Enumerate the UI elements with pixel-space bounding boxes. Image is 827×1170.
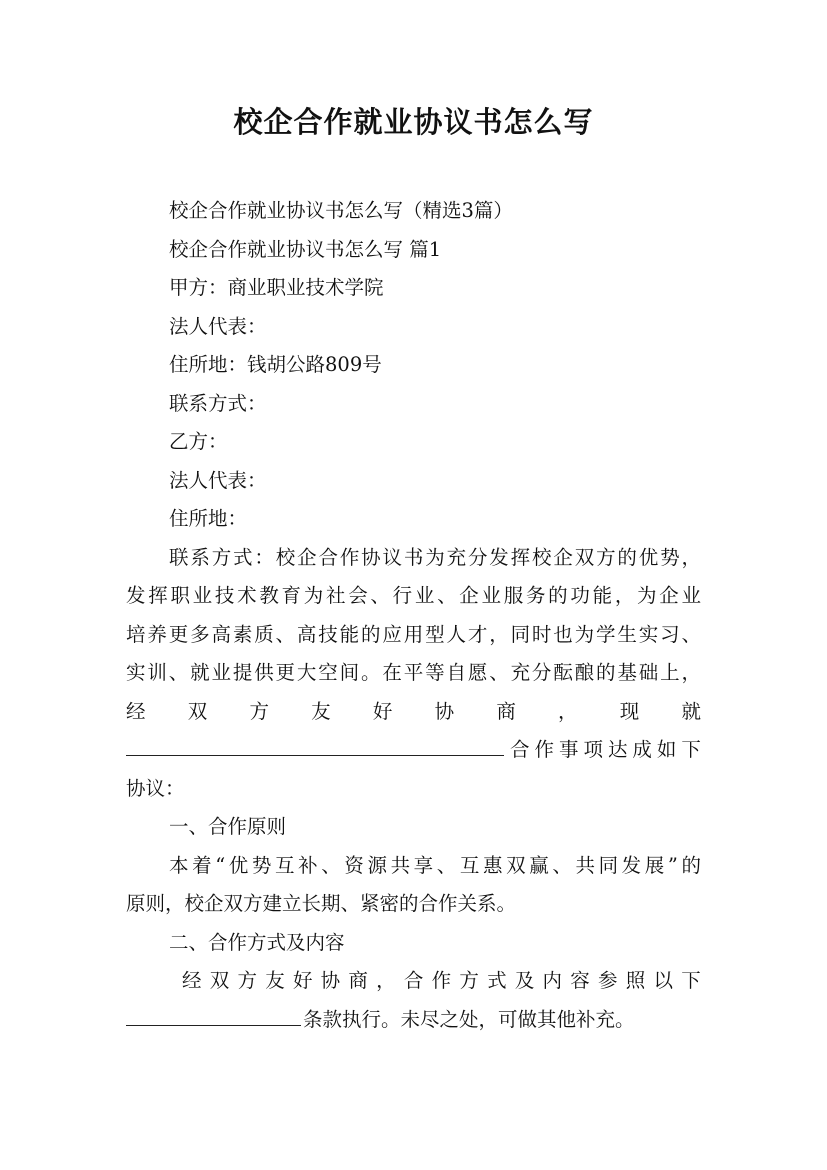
text-run <box>504 731 701 770</box>
text-line: 校企合作就业协议书怎么写（精选3篇） <box>169 199 513 222</box>
spread-char: 商 <box>348 969 368 992</box>
text-line: 校企合作就业协议书怎么写 篇1 <box>169 237 442 261</box>
contact-line: 联系方式： <box>169 391 267 415</box>
spread-char: 合 <box>403 969 424 992</box>
address-line: 住所地：钱胡公路809号 <box>169 353 382 376</box>
spread-char: 式 <box>487 969 507 992</box>
fill-in-blank[interactable] <box>126 1005 301 1026</box>
spread-char: 协 <box>434 699 455 723</box>
spread-char: 容 <box>570 969 590 992</box>
spread-char: 经 <box>126 699 146 723</box>
section-heading: 二、合作方式及内容 <box>169 930 345 954</box>
spread-line <box>126 962 701 1001</box>
spread-char: 以 <box>653 969 673 992</box>
spread-char: 就 <box>681 699 701 723</box>
spread-char: 方 <box>459 969 479 992</box>
text-run: 本着“优势互补、资源共享、互惠双赢、共同发展”的 <box>169 853 701 877</box>
spread-char: 合 <box>510 738 530 761</box>
legal-rep-line: 法人代表： <box>169 314 267 338</box>
spread-line <box>126 693 701 732</box>
spread-char: 作 <box>431 969 452 992</box>
spread-char: 友 <box>265 969 285 992</box>
spread-char: 参 <box>598 969 618 992</box>
paragraph-line <box>126 616 701 655</box>
party-b-line: 乙方： <box>169 430 228 453</box>
spread-char: 双 <box>209 969 230 992</box>
blank-line <box>126 731 701 770</box>
paragraph-line <box>126 539 701 578</box>
document-body <box>126 192 701 1039</box>
paragraph-line <box>126 577 701 616</box>
spread-char: 现 <box>619 699 640 723</box>
spread-char: 达 <box>607 738 628 761</box>
paragraph-line: 原则，校企双方建立长期、紧密的合作关系。 <box>126 892 517 915</box>
text-run: 培养更多高素质、高技能的应用型人才，同时也为学生实习、 <box>126 622 701 646</box>
address-line: 住所地： <box>169 507 248 530</box>
paragraph-line: 协议： <box>126 776 185 800</box>
spread-char: 好 <box>292 969 313 992</box>
spread-char: 照 <box>625 969 646 992</box>
paragraph-line <box>126 654 701 693</box>
spread-char: 项 <box>583 738 603 761</box>
spread-char: 内 <box>542 969 563 992</box>
section-heading: 一、合作原则 <box>169 815 287 838</box>
text-run: 条款执行。未尽之处，可做其他补充。 <box>303 1007 635 1031</box>
spread-char: 经 <box>182 969 202 992</box>
spread-char: 方 <box>249 699 269 723</box>
spread-char: 下 <box>681 969 701 992</box>
spread-char: 及 <box>514 969 535 992</box>
blank-line <box>126 1001 701 1040</box>
spread-char: 方 <box>237 969 257 992</box>
document-title: 校企合作就业协议书怎么写 <box>233 105 594 139</box>
spread-char: 商 <box>496 699 516 723</box>
text-run: 实训、就业提供更大空间。在平等自愿、充分酝酿的基础上， <box>126 661 701 684</box>
text-run: 发挥职业技术教育为社会、行业、企业服务的功能，为企业 <box>126 584 701 607</box>
spread-char: 友 <box>311 699 331 723</box>
legal-rep-line: 法人代表： <box>169 468 267 492</box>
spread-char: 事 <box>558 738 579 761</box>
spread-char: 如 <box>656 738 677 761</box>
spread-char: 作 <box>534 738 554 761</box>
spread-char: ， <box>376 969 396 992</box>
party-a-line: 甲方：商业职业技术学院 <box>169 276 384 299</box>
paragraph-line <box>126 847 701 886</box>
fill-in-blank[interactable] <box>126 735 504 756</box>
text-run: 联系方式：校企合作协议书为充分发挥校企双方的优势， <box>169 545 701 569</box>
spread-char: 双 <box>187 699 208 723</box>
spread-char: 协 <box>320 969 341 992</box>
spread-char: 成 <box>632 738 652 761</box>
spread-char: 下 <box>681 738 701 761</box>
spread-char: 好 <box>372 699 393 723</box>
spread-char: ， <box>558 699 578 723</box>
